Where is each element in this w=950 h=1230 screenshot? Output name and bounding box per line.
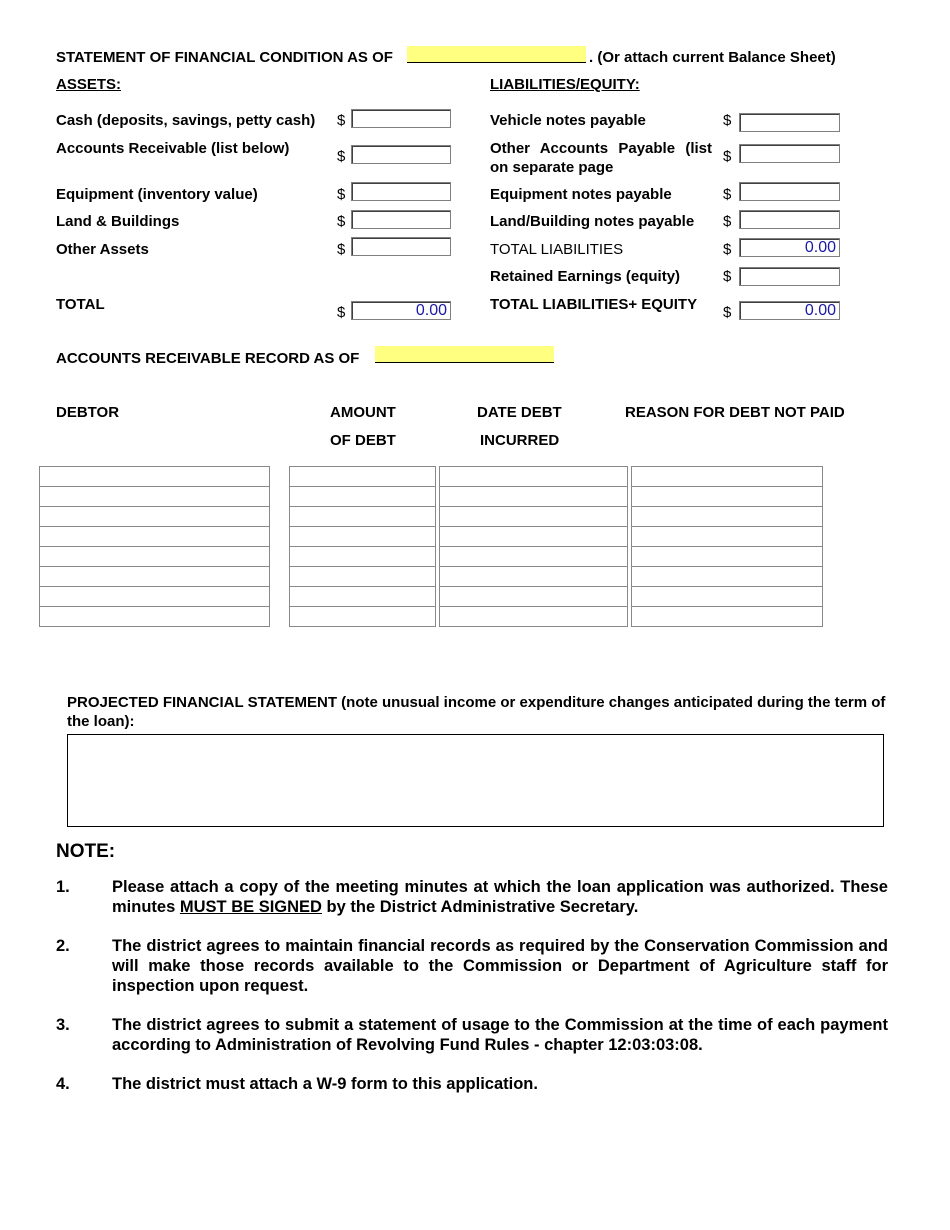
amount-cell[interactable]	[289, 586, 436, 607]
reason-cell[interactable]	[631, 526, 823, 547]
note-item-3: The district agrees to submit a statement of usage to the Commission at the time of each payment according to Administration of Revolving Fund Rules - chapter 12:03:03:08.	[112, 1016, 888, 1054]
total-liabilities-value: 0.00	[739, 238, 840, 257]
retained-earnings-input[interactable]	[739, 267, 840, 286]
asset-label-other: Other Assets	[56, 241, 149, 258]
liability-label-accounts-payable: Other Accounts Payable (list on separate page	[490, 140, 712, 176]
debtor-cell[interactable]	[39, 506, 270, 527]
currency-symbol: $	[337, 213, 346, 230]
note-text: Please attach a copy of the meeting minutes at which the loan application was authorized. These minutes	[112, 878, 888, 916]
amount-cell[interactable]	[289, 506, 436, 527]
amount-column	[289, 466, 436, 627]
col-header-amount-1: AMOUNT	[330, 404, 396, 421]
statement-title: STATEMENT OF FINANCIAL CONDITION AS OF	[56, 49, 393, 66]
note-emphasis: MUST BE SIGNED	[179, 898, 322, 916]
date-column	[439, 466, 628, 627]
amount-cell[interactable]	[289, 486, 436, 507]
retained-earnings-label: Retained Earnings (equity)	[490, 268, 681, 285]
reason-cell[interactable]	[631, 586, 823, 607]
projected-label	[67, 693, 887, 731]
liability-label-vehicle: Vehicle notes payable	[490, 112, 646, 129]
asset-label-cash: Cash (deposits, savings, petty cash)	[56, 112, 316, 129]
currency-symbol: $	[337, 241, 346, 258]
total-liabilities-label: TOTAL LIABILITIES	[490, 241, 624, 258]
asset-input-other[interactable]	[351, 237, 451, 256]
amount-cell[interactable]	[289, 606, 436, 627]
reason-cell[interactable]	[631, 566, 823, 587]
debtor-cell[interactable]	[39, 606, 270, 627]
total-liabilities-equity-value: 0.00	[739, 301, 840, 320]
currency-symbol: $	[337, 148, 346, 165]
currency-symbol: $	[337, 112, 346, 129]
debtor-column	[39, 466, 270, 627]
date-cell[interactable]	[439, 546, 628, 567]
debtor-cell[interactable]	[39, 466, 270, 487]
note-number: 3.	[56, 1016, 70, 1034]
liability-label-land: Land/Building notes payable	[490, 213, 695, 230]
asset-input-equipment[interactable]	[351, 182, 451, 201]
asset-label-land: Land & Buildings	[56, 213, 180, 230]
debtor-cell[interactable]	[39, 546, 270, 567]
liabilities-heading: LIABILITIES/EQUITY:	[490, 76, 640, 93]
date-cell[interactable]	[439, 566, 628, 587]
debtor-cell[interactable]	[39, 566, 270, 587]
liability-input-equipment[interactable]	[739, 182, 840, 201]
liability-input-vehicle[interactable]	[739, 113, 840, 132]
debtor-cell[interactable]	[39, 526, 270, 547]
currency-symbol: $	[723, 304, 732, 321]
liability-label-equipment: Equipment notes payable	[490, 186, 672, 203]
note-number: 4.	[56, 1075, 70, 1093]
date-cell[interactable]	[439, 526, 628, 547]
reason-cell[interactable]	[631, 546, 823, 567]
date-cell[interactable]	[439, 606, 628, 627]
receivable-date-field[interactable]	[375, 346, 554, 363]
note-item-2: The district agrees to maintain financial records as required by the Conservation Commission and will make those records available to the Commission or Department of Agriculture staff for inspection upon request.	[112, 937, 888, 995]
asset-label-equipment: Equipment (inventory value)	[56, 186, 258, 203]
assets-total-value: 0.00	[351, 301, 451, 320]
note-item-4: The district must attach a W-9 form to this application.	[112, 1075, 538, 1093]
currency-symbol: $	[723, 241, 732, 258]
reason-cell[interactable]	[631, 506, 823, 527]
col-header-amount-2: OF DEBT	[330, 432, 396, 449]
date-cell[interactable]	[439, 486, 628, 507]
col-header-debtor: DEBTOR	[56, 404, 120, 421]
debtor-cell[interactable]	[39, 586, 270, 607]
asset-input-receivable[interactable]	[351, 145, 451, 164]
date-cell[interactable]	[439, 586, 628, 607]
assets-heading: ASSETS:	[56, 76, 122, 93]
reason-cell[interactable]	[631, 606, 823, 627]
currency-symbol: $	[723, 268, 732, 285]
reason-cell[interactable]	[631, 486, 823, 507]
note-number: 1.	[56, 878, 70, 896]
projected-textbox[interactable]	[67, 734, 884, 827]
amount-cell[interactable]	[289, 526, 436, 547]
note-text: by the District Administrative Secretary.	[321, 898, 639, 916]
asset-input-land[interactable]	[351, 210, 451, 229]
reason-cell[interactable]	[631, 466, 823, 487]
col-header-reason: REASON FOR DEBT NOT PAID	[625, 404, 845, 421]
date-cell[interactable]	[439, 506, 628, 527]
statement-attach-note: . (Or attach current Balance Sheet)	[589, 49, 836, 66]
date-cell[interactable]	[439, 466, 628, 487]
currency-symbol: $	[723, 213, 732, 230]
receivable-title: ACCOUNTS RECEIVABLE RECORD AS OF	[56, 350, 360, 367]
currency-symbol: $	[723, 186, 732, 203]
debtor-cell[interactable]	[39, 486, 270, 507]
statement-date-field[interactable]	[407, 46, 586, 63]
projected-label-bold: PROJECTED FINANCIAL STATEMENT	[67, 694, 338, 711]
reason-column	[631, 466, 823, 627]
amount-cell[interactable]	[289, 466, 436, 487]
col-header-date-2: INCURRED	[480, 432, 560, 449]
currency-symbol: $	[723, 112, 732, 129]
liability-input-land[interactable]	[739, 210, 840, 229]
note-item-1	[112, 877, 888, 917]
asset-input-cash[interactable]	[351, 109, 451, 128]
amount-cell[interactable]	[289, 566, 436, 587]
assets-total-label: TOTAL	[56, 296, 105, 313]
asset-label-receivable: Accounts Receivable (list below)	[56, 140, 290, 157]
projected-label-rest: (note unusual income or expenditure changes anticipated during the term of the loan):	[67, 694, 886, 730]
total-liabilities-equity-label: TOTAL LIABILITIES+ EQUITY	[490, 296, 698, 313]
currency-symbol: $	[337, 304, 346, 321]
note-number: 2.	[56, 937, 70, 955]
col-header-date-1: DATE DEBT	[477, 404, 562, 421]
currency-symbol: $	[337, 186, 346, 203]
liability-input-accounts-payable[interactable]	[739, 144, 840, 163]
currency-symbol: $	[723, 148, 732, 165]
note-heading: NOTE:	[56, 841, 116, 862]
amount-cell[interactable]	[289, 546, 436, 567]
